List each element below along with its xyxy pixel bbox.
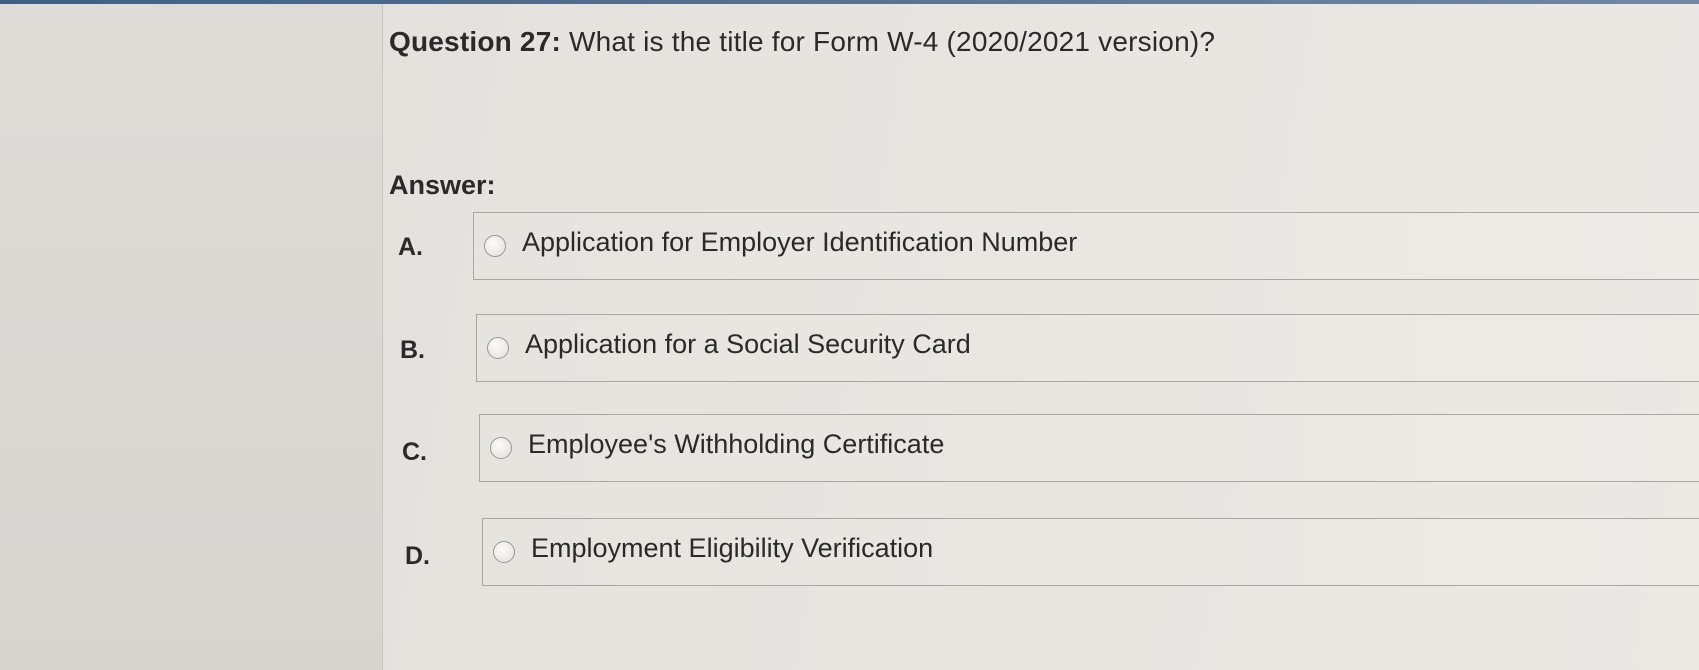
option-letter-a: A.: [398, 233, 423, 261]
question-text: What is the title for Form W-4 (2020/2021 version)?: [568, 26, 1216, 57]
radio-b[interactable]: [487, 337, 509, 359]
option-text-b: Application for a Social Security Card: [525, 329, 971, 359]
radio-d[interactable]: [493, 541, 515, 563]
option-d[interactable]: [482, 518, 1699, 586]
option-text-d: Employment Eligibility Verification: [531, 533, 934, 563]
question-number: Question 27:: [389, 26, 561, 57]
option-text-c: Employee's Withholding Certificate: [528, 429, 945, 459]
answer-label: Answer:: [389, 170, 496, 200]
question-heading: [389, 26, 1215, 58]
option-letter-c: C.: [402, 438, 427, 466]
radio-a[interactable]: [484, 235, 506, 257]
left-panel: [0, 4, 383, 670]
option-a[interactable]: [473, 212, 1699, 280]
option-c[interactable]: [479, 414, 1699, 482]
radio-c[interactable]: [490, 437, 512, 459]
option-b[interactable]: [476, 314, 1699, 382]
option-text-a: Application for Employer Identification Number: [522, 227, 1078, 257]
option-letter-b: B.: [400, 336, 425, 364]
option-letter-d: D.: [405, 542, 430, 570]
